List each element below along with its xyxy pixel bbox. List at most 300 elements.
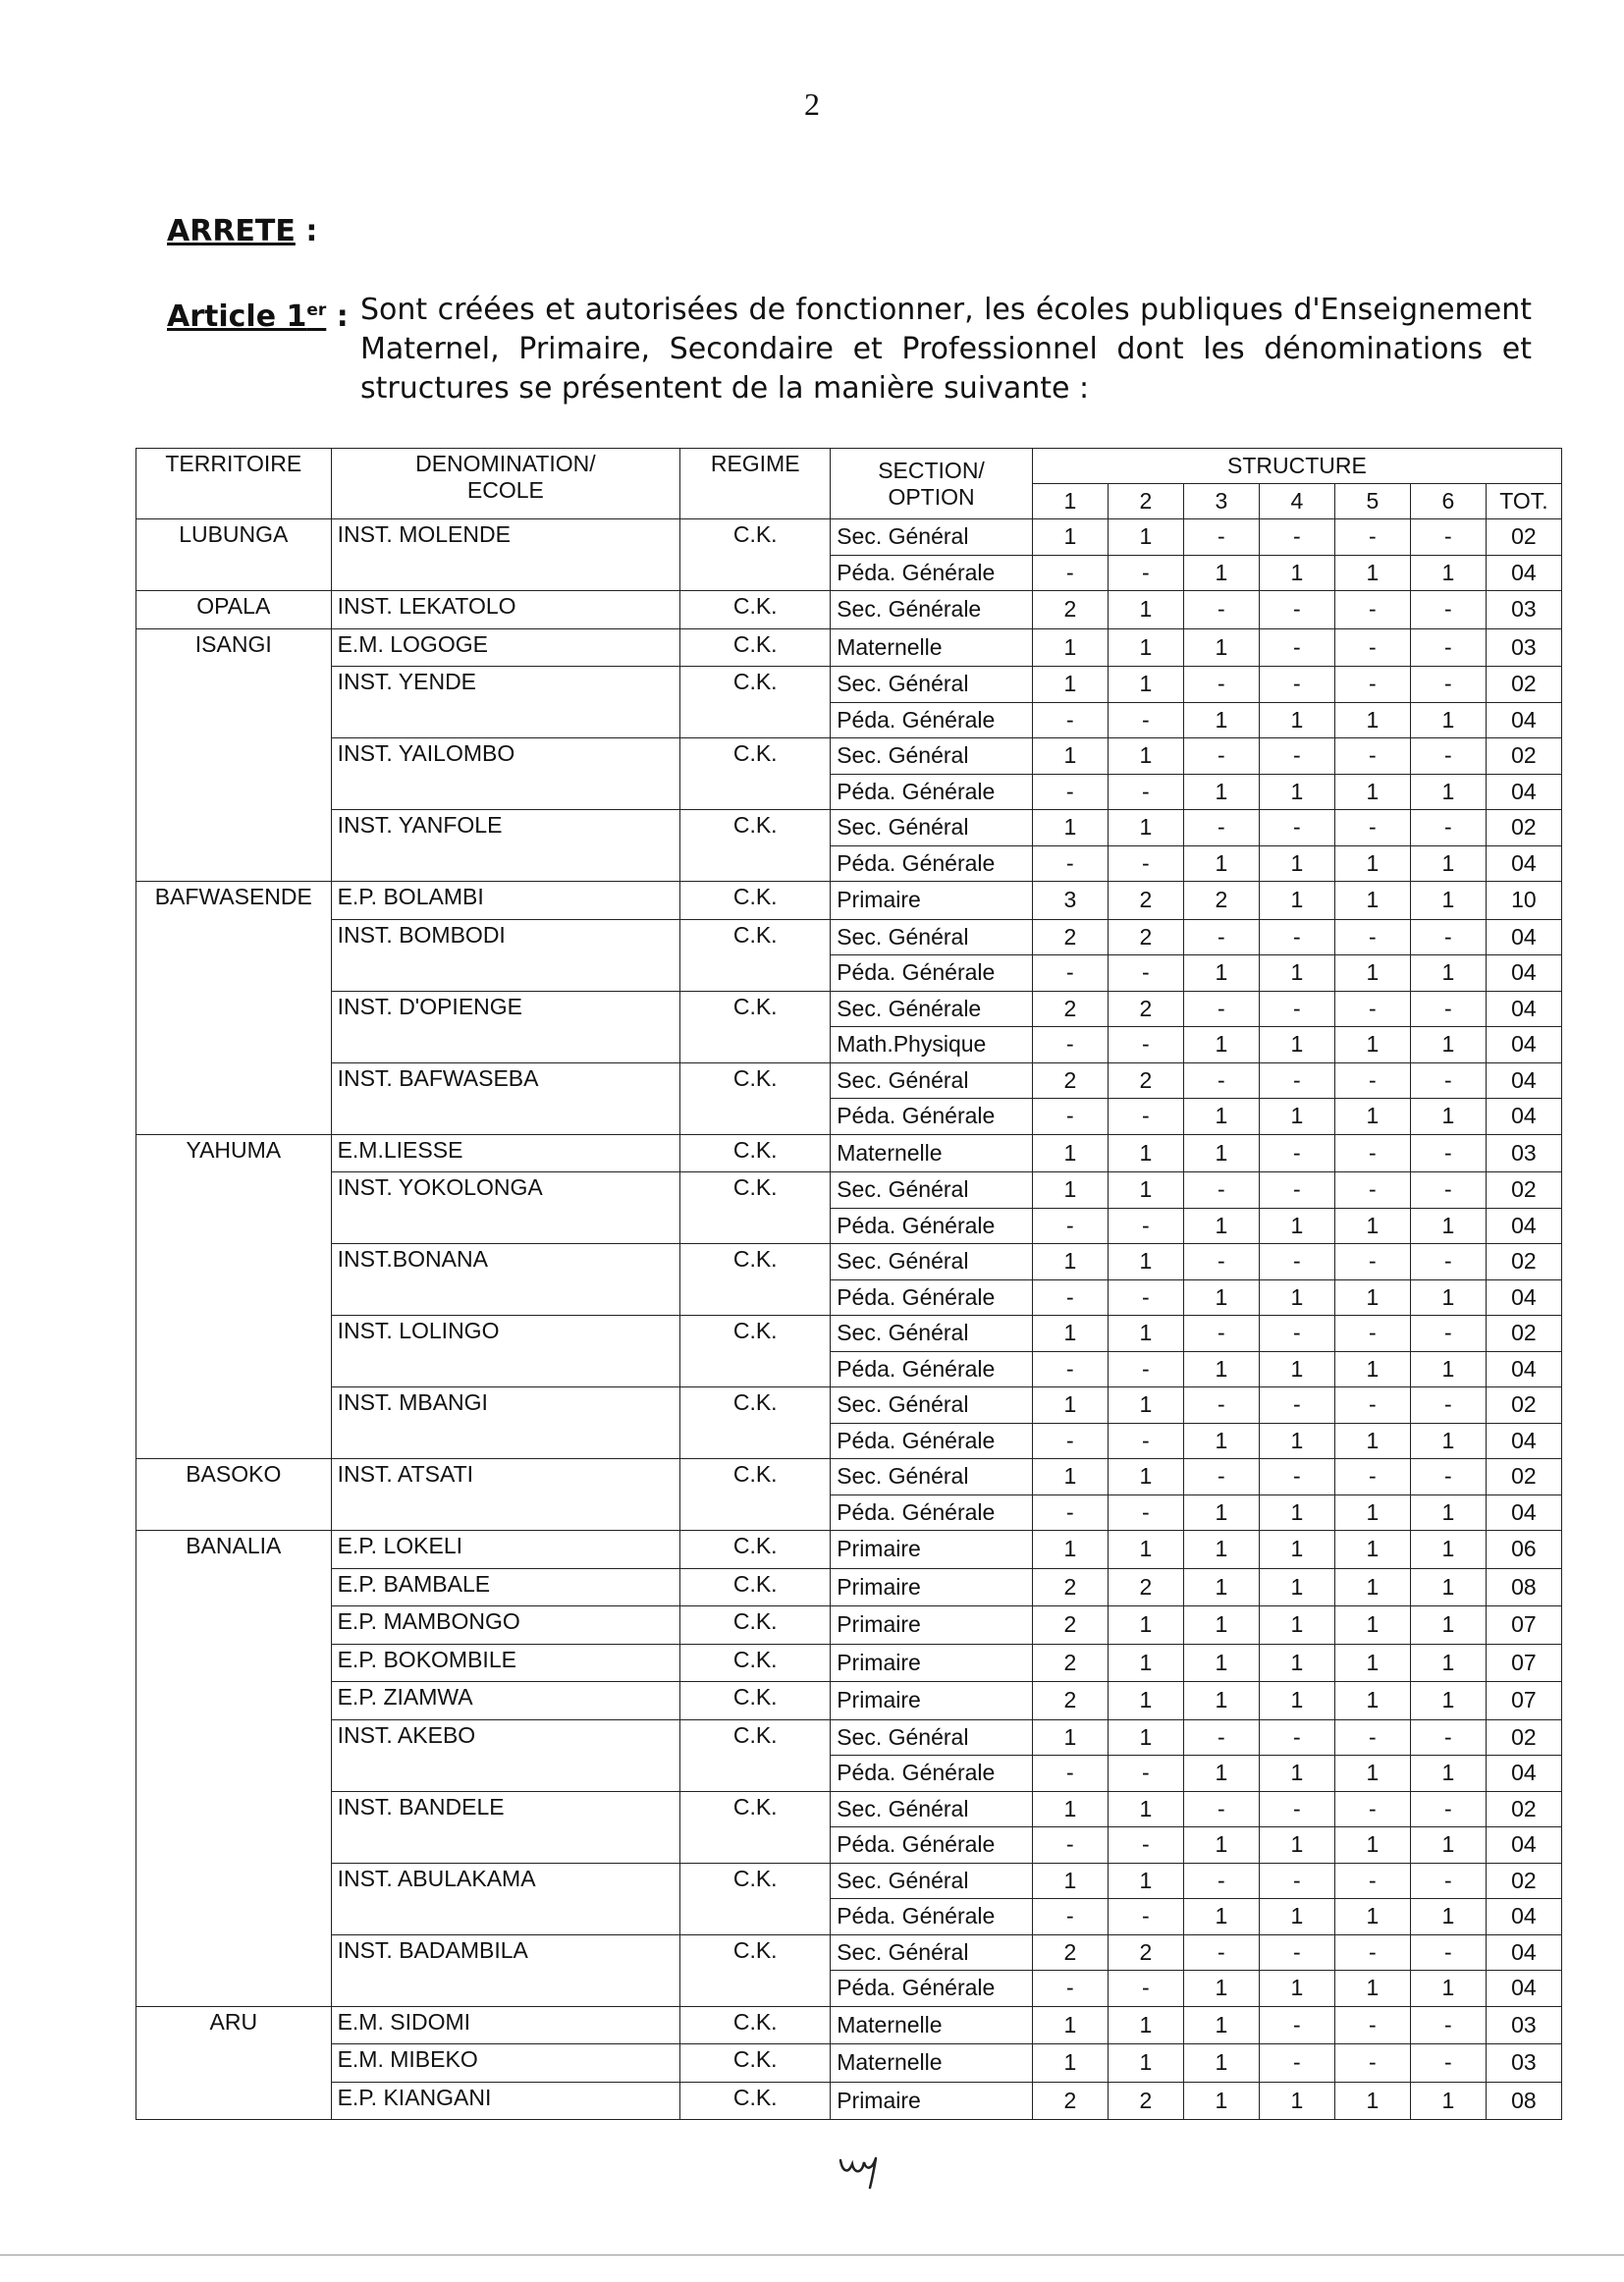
total-cell: 02 xyxy=(1486,1863,1561,1899)
section-option-cell: Sec. Général xyxy=(831,1791,1033,1827)
year-4-cell: - xyxy=(1259,1134,1334,1172)
section-option-cell: Péda. Générale xyxy=(831,1423,1033,1459)
regime-cell: C.K. xyxy=(680,2006,831,2044)
year-5-cell: - xyxy=(1334,1134,1410,1172)
table-row xyxy=(136,1316,1562,1352)
year-5-cell: - xyxy=(1334,667,1410,703)
table-row xyxy=(136,1791,1562,1827)
year-6-cell: 1 xyxy=(1410,702,1486,738)
year-3-cell: 1 xyxy=(1183,1644,1259,1682)
regime-cell: C.K. xyxy=(680,667,831,738)
table-row xyxy=(136,1062,1562,1099)
section-option-cell: Sec. Général xyxy=(831,919,1033,955)
header-denomination: DENOMINATION/ ECOLE xyxy=(331,449,680,519)
section-option-cell: Primaire xyxy=(831,882,1033,920)
section-option-cell: Maternelle xyxy=(831,2044,1033,2083)
year-4-cell: - xyxy=(1259,591,1334,629)
regime-cell: C.K. xyxy=(680,738,831,810)
year-1-cell: 2 xyxy=(1032,991,1108,1027)
header-year-3: 3 xyxy=(1183,484,1259,519)
regime-cell: C.K. xyxy=(680,1791,831,1863)
total-cell: 03 xyxy=(1486,591,1561,629)
year-6-cell: - xyxy=(1410,1244,1486,1280)
year-4-cell: - xyxy=(1259,667,1334,703)
year-2-cell: - xyxy=(1108,555,1183,591)
year-2-cell: - xyxy=(1108,1351,1183,1387)
year-4-cell: - xyxy=(1259,991,1334,1027)
total-cell: 02 xyxy=(1486,1719,1561,1756)
section-option-cell: Primaire xyxy=(831,2082,1033,2120)
arrete-heading-text: ARRETE xyxy=(167,214,296,248)
year-1-cell: 3 xyxy=(1032,882,1108,920)
school-name-cell: E.P. BAMBALE xyxy=(331,1568,680,1606)
year-5-cell: - xyxy=(1334,1791,1410,1827)
year-6-cell: 1 xyxy=(1410,1351,1486,1387)
year-2-cell: - xyxy=(1108,1208,1183,1244)
year-5-cell: - xyxy=(1334,591,1410,629)
school-name-cell: E.P. KIANGANI xyxy=(331,2082,680,2120)
year-5-cell: - xyxy=(1334,1244,1410,1280)
year-1-cell: 1 xyxy=(1032,1531,1108,1569)
year-3-cell: 1 xyxy=(1183,1027,1259,1063)
regime-cell: C.K. xyxy=(680,1134,831,1172)
school-name-cell: INST. LEKATOLO xyxy=(331,591,680,629)
section-option-cell: Péda. Générale xyxy=(831,845,1033,882)
section-option-cell: Sec. Général xyxy=(831,1719,1033,1756)
total-cell: 03 xyxy=(1486,628,1561,667)
year-6-cell: 1 xyxy=(1410,1279,1486,1316)
year-4-cell: 1 xyxy=(1259,1351,1334,1387)
school-name-cell: INST. YANFOLE xyxy=(331,810,680,882)
total-cell: 02 xyxy=(1486,1244,1561,1280)
year-5-cell: 1 xyxy=(1334,1423,1410,1459)
year-6-cell: - xyxy=(1410,1387,1486,1424)
year-6-cell: 1 xyxy=(1410,1099,1486,1135)
section-option-cell: Sec. Général xyxy=(831,1316,1033,1352)
regime-cell: C.K. xyxy=(680,1062,831,1134)
year-1-cell: 1 xyxy=(1032,810,1108,846)
year-5-cell: - xyxy=(1334,919,1410,955)
total-cell: 04 xyxy=(1486,919,1561,955)
year-6-cell: - xyxy=(1410,1134,1486,1172)
year-3-cell: - xyxy=(1183,1172,1259,1209)
year-1-cell: 2 xyxy=(1032,2082,1108,2120)
section-option-cell: Maternelle xyxy=(831,1134,1033,1172)
section-option-cell: Primaire xyxy=(831,1568,1033,1606)
section-option-cell: Sec. Général xyxy=(831,1387,1033,1424)
year-1-cell: 1 xyxy=(1032,2044,1108,2083)
year-6-cell: 1 xyxy=(1410,555,1486,591)
year-2-cell: 1 xyxy=(1108,628,1183,667)
table-row xyxy=(136,1719,1562,1756)
year-5-cell: 1 xyxy=(1334,1351,1410,1387)
year-1-cell: - xyxy=(1032,702,1108,738)
header-territoire: TERRITOIRE xyxy=(136,449,332,519)
year-1-cell: 1 xyxy=(1032,1863,1108,1899)
year-6-cell: 1 xyxy=(1410,1494,1486,1531)
regime-cell: C.K. xyxy=(680,2082,831,2120)
year-3-cell: - xyxy=(1183,1244,1259,1280)
year-4-cell: 1 xyxy=(1259,1494,1334,1531)
total-cell: 04 xyxy=(1486,845,1561,882)
year-6-cell: 1 xyxy=(1410,845,1486,882)
year-2-cell: - xyxy=(1108,1423,1183,1459)
regime-cell: C.K. xyxy=(680,1644,831,1682)
header-year-2: 2 xyxy=(1108,484,1183,519)
year-6-cell: 1 xyxy=(1410,1531,1486,1569)
table-row xyxy=(136,810,1562,846)
year-6-cell: 1 xyxy=(1410,1899,1486,1935)
school-name-cell: E.P. BOKOMBILE xyxy=(331,1644,680,1682)
year-2-cell: 1 xyxy=(1108,738,1183,775)
year-3-cell: 1 xyxy=(1183,1682,1259,1720)
year-1-cell: - xyxy=(1032,845,1108,882)
total-cell: 04 xyxy=(1486,1062,1561,1099)
year-5-cell: 1 xyxy=(1334,2082,1410,2120)
year-1-cell: - xyxy=(1032,1899,1108,1935)
year-4-cell: - xyxy=(1259,1244,1334,1280)
year-4-cell: 1 xyxy=(1259,1531,1334,1569)
article-label xyxy=(167,291,349,337)
year-5-cell: 1 xyxy=(1334,845,1410,882)
regime-cell: C.K. xyxy=(680,919,831,991)
school-name-cell: INST. BAFWASEBA xyxy=(331,1062,680,1134)
year-3-cell: - xyxy=(1183,991,1259,1027)
year-3-cell: 1 xyxy=(1183,1606,1259,1645)
year-5-cell: 1 xyxy=(1334,1756,1410,1792)
year-6-cell: - xyxy=(1410,1863,1486,1899)
year-5-cell: 1 xyxy=(1334,882,1410,920)
year-5-cell: 1 xyxy=(1334,702,1410,738)
article-label-main: Article 1 xyxy=(167,299,307,334)
year-6-cell: 1 xyxy=(1410,1827,1486,1864)
regime-cell: C.K. xyxy=(680,1459,831,1531)
regime-cell: C.K. xyxy=(680,628,831,667)
year-1-cell: 1 xyxy=(1032,2006,1108,2044)
section-option-cell: Sec. Général xyxy=(831,519,1033,556)
school-name-cell: INST. BADAMBILA xyxy=(331,1934,680,2006)
regime-cell: C.K. xyxy=(680,1863,831,1934)
year-6-cell: - xyxy=(1410,810,1486,846)
year-3-cell: 1 xyxy=(1183,1899,1259,1935)
year-3-cell: - xyxy=(1183,1934,1259,1971)
total-cell: 02 xyxy=(1486,738,1561,775)
header-year-6: 6 xyxy=(1410,484,1486,519)
section-option-cell: Péda. Générale xyxy=(831,1351,1033,1387)
year-6-cell: - xyxy=(1410,2044,1486,2083)
year-2-cell: 2 xyxy=(1108,919,1183,955)
year-5-cell: 1 xyxy=(1334,955,1410,992)
table-row xyxy=(136,1134,1562,1172)
section-option-cell: Sec. Général xyxy=(831,1863,1033,1899)
year-3-cell: 1 xyxy=(1183,1208,1259,1244)
year-2-cell: 1 xyxy=(1108,1682,1183,1720)
year-3-cell: 1 xyxy=(1183,1971,1259,2007)
year-5-cell: 1 xyxy=(1334,1971,1410,2007)
year-1-cell: - xyxy=(1032,774,1108,810)
year-5-cell: - xyxy=(1334,628,1410,667)
year-3-cell: 1 xyxy=(1183,1531,1259,1569)
school-name-cell: E.M. LOGOGE xyxy=(331,628,680,667)
territoire-cell: ARU xyxy=(136,2006,332,2120)
regime-cell: C.K. xyxy=(680,1244,831,1316)
year-5-cell: - xyxy=(1334,1172,1410,1209)
year-5-cell: 1 xyxy=(1334,1531,1410,1569)
year-6-cell: - xyxy=(1410,1172,1486,1209)
year-1-cell: 2 xyxy=(1032,1606,1108,1645)
year-3-cell: 1 xyxy=(1183,1423,1259,1459)
year-1-cell: - xyxy=(1032,955,1108,992)
regime-cell: C.K. xyxy=(680,1172,831,1244)
year-1-cell: - xyxy=(1032,1279,1108,1316)
year-1-cell: 1 xyxy=(1032,1316,1108,1352)
year-1-cell: 2 xyxy=(1032,1062,1108,1099)
year-4-cell: 1 xyxy=(1259,2082,1334,2120)
year-4-cell: - xyxy=(1259,1934,1334,1971)
year-2-cell: 1 xyxy=(1108,1134,1183,1172)
year-5-cell: 1 xyxy=(1334,1494,1410,1531)
total-cell: 10 xyxy=(1486,882,1561,920)
year-5-cell: - xyxy=(1334,1459,1410,1495)
year-2-cell: - xyxy=(1108,1099,1183,1135)
total-cell: 02 xyxy=(1486,810,1561,846)
year-2-cell: 1 xyxy=(1108,591,1183,629)
school-name-cell: INST. D'OPIENGE xyxy=(331,991,680,1062)
table-row xyxy=(136,1606,1562,1645)
section-option-cell: Sec. Général xyxy=(831,1062,1033,1099)
year-3-cell: - xyxy=(1183,919,1259,955)
year-6-cell: - xyxy=(1410,738,1486,775)
section-option-cell: Primaire xyxy=(831,1606,1033,1645)
year-4-cell: 1 xyxy=(1259,1644,1334,1682)
regime-cell: C.K. xyxy=(680,1719,831,1791)
year-6-cell: - xyxy=(1410,2006,1486,2044)
regime-cell: C.K. xyxy=(680,1606,831,1645)
year-4-cell: 1 xyxy=(1259,1208,1334,1244)
table-row xyxy=(136,2006,1562,2044)
year-1-cell: - xyxy=(1032,1027,1108,1063)
year-3-cell: - xyxy=(1183,1459,1259,1495)
header-year-5: 5 xyxy=(1334,484,1410,519)
year-3-cell: 1 xyxy=(1183,555,1259,591)
year-4-cell: 1 xyxy=(1259,774,1334,810)
total-cell: 02 xyxy=(1486,519,1561,556)
table-row xyxy=(136,667,1562,703)
year-4-cell: - xyxy=(1259,919,1334,955)
year-1-cell: - xyxy=(1032,1208,1108,1244)
year-5-cell: 1 xyxy=(1334,555,1410,591)
year-5-cell: - xyxy=(1334,1719,1410,1756)
school-name-cell: INST.BONANA xyxy=(331,1244,680,1316)
year-2-cell: 2 xyxy=(1108,991,1183,1027)
total-cell: 04 xyxy=(1486,1027,1561,1063)
year-3-cell: - xyxy=(1183,667,1259,703)
table-row xyxy=(136,1387,1562,1424)
section-option-cell: Sec. Général xyxy=(831,1244,1033,1280)
total-cell: 02 xyxy=(1486,1791,1561,1827)
section-option-cell: Sec. Général xyxy=(831,738,1033,775)
year-3-cell: - xyxy=(1183,1863,1259,1899)
year-2-cell: 1 xyxy=(1108,1172,1183,1209)
year-2-cell: - xyxy=(1108,1756,1183,1792)
year-3-cell: 1 xyxy=(1183,2044,1259,2083)
year-1-cell: 1 xyxy=(1032,1172,1108,1209)
table-row xyxy=(136,591,1562,629)
year-1-cell: - xyxy=(1032,1971,1108,2007)
year-1-cell: - xyxy=(1032,555,1108,591)
article-label-sup: er xyxy=(306,300,327,320)
section-option-cell: Péda. Générale xyxy=(831,1756,1033,1792)
header-regime: REGIME xyxy=(680,449,831,519)
year-4-cell: - xyxy=(1259,1387,1334,1424)
year-2-cell: 1 xyxy=(1108,667,1183,703)
school-name-cell: INST. YAILOMBO xyxy=(331,738,680,810)
year-2-cell: 1 xyxy=(1108,810,1183,846)
section-option-cell: Sec. Général xyxy=(831,810,1033,846)
header-structure: STRUCTURE xyxy=(1032,449,1561,484)
year-4-cell: - xyxy=(1259,628,1334,667)
year-3-cell: 1 xyxy=(1183,845,1259,882)
total-cell: 02 xyxy=(1486,1172,1561,1209)
year-5-cell: 1 xyxy=(1334,1606,1410,1645)
table-row xyxy=(136,991,1562,1027)
year-1-cell: - xyxy=(1032,1099,1108,1135)
territoire-cell: BAFWASENDE xyxy=(136,882,332,1135)
year-4-cell: - xyxy=(1259,519,1334,556)
year-4-cell: 1 xyxy=(1259,1423,1334,1459)
year-2-cell: 2 xyxy=(1108,1568,1183,1606)
year-6-cell: 1 xyxy=(1410,1756,1486,1792)
year-2-cell: 1 xyxy=(1108,519,1183,556)
year-3-cell: 1 xyxy=(1183,2082,1259,2120)
total-cell: 02 xyxy=(1486,1316,1561,1352)
total-cell: 04 xyxy=(1486,1351,1561,1387)
section-option-cell: Sec. Général xyxy=(831,1172,1033,1209)
section-option-cell: Primaire xyxy=(831,1531,1033,1569)
year-5-cell: - xyxy=(1334,519,1410,556)
year-2-cell: 1 xyxy=(1108,1316,1183,1352)
year-3-cell: 2 xyxy=(1183,882,1259,920)
year-5-cell: 1 xyxy=(1334,774,1410,810)
section-option-cell: Sec. Général xyxy=(831,1934,1033,1971)
year-5-cell: - xyxy=(1334,1934,1410,1971)
year-1-cell: 1 xyxy=(1032,738,1108,775)
year-4-cell: 1 xyxy=(1259,845,1334,882)
year-3-cell: 1 xyxy=(1183,1494,1259,1531)
school-name-cell: E.P. ZIAMWA xyxy=(331,1682,680,1720)
year-6-cell: 1 xyxy=(1410,774,1486,810)
school-name-cell: E.M. MIBEKO xyxy=(331,2044,680,2083)
year-4-cell: - xyxy=(1259,2044,1334,2083)
year-2-cell: - xyxy=(1108,955,1183,992)
section-option-cell: Péda. Générale xyxy=(831,702,1033,738)
year-1-cell: 2 xyxy=(1032,1644,1108,1682)
year-2-cell: - xyxy=(1108,845,1183,882)
year-3-cell: 1 xyxy=(1183,955,1259,992)
table-row xyxy=(136,1934,1562,1971)
year-5-cell: - xyxy=(1334,2006,1410,2044)
year-5-cell: - xyxy=(1334,991,1410,1027)
total-cell: 06 xyxy=(1486,1531,1561,1569)
year-3-cell: 1 xyxy=(1183,1134,1259,1172)
year-5-cell: 1 xyxy=(1334,1899,1410,1935)
year-3-cell: 1 xyxy=(1183,1568,1259,1606)
year-4-cell: - xyxy=(1259,738,1334,775)
section-option-cell: Maternelle xyxy=(831,2006,1033,2044)
year-5-cell: - xyxy=(1334,810,1410,846)
regime-cell: C.K. xyxy=(680,882,831,920)
section-option-cell: Maternelle xyxy=(831,628,1033,667)
year-2-cell: 1 xyxy=(1108,1719,1183,1756)
territoire-cell: BASOKO xyxy=(136,1459,332,1531)
year-1-cell: 1 xyxy=(1032,1791,1108,1827)
year-5-cell: - xyxy=(1334,1863,1410,1899)
year-3-cell: 1 xyxy=(1183,1351,1259,1387)
table-row xyxy=(136,738,1562,775)
school-name-cell: E.M.LIESSE xyxy=(331,1134,680,1172)
year-3-cell: - xyxy=(1183,1791,1259,1827)
total-cell: 08 xyxy=(1486,2082,1561,2120)
year-2-cell: - xyxy=(1108,1027,1183,1063)
year-6-cell: - xyxy=(1410,1719,1486,1756)
total-cell: 04 xyxy=(1486,1494,1561,1531)
total-cell: 04 xyxy=(1486,1756,1561,1792)
table-row xyxy=(136,2082,1562,2120)
year-5-cell: 1 xyxy=(1334,1027,1410,1063)
year-1-cell: 2 xyxy=(1032,1568,1108,1606)
section-option-cell: Péda. Générale xyxy=(831,1208,1033,1244)
year-6-cell: - xyxy=(1410,519,1486,556)
year-6-cell: 1 xyxy=(1410,1606,1486,1645)
year-5-cell: 1 xyxy=(1334,1279,1410,1316)
year-6-cell: - xyxy=(1410,991,1486,1027)
school-name-cell: E.P. MAMBONGO xyxy=(331,1606,680,1645)
total-cell: 04 xyxy=(1486,774,1561,810)
total-cell: 07 xyxy=(1486,1606,1561,1645)
section-option-cell: Péda. Générale xyxy=(831,1971,1033,2007)
total-cell: 04 xyxy=(1486,1099,1561,1135)
year-2-cell: 1 xyxy=(1108,1531,1183,1569)
year-3-cell: 1 xyxy=(1183,2006,1259,2044)
regime-cell: C.K. xyxy=(680,591,831,629)
year-5-cell: 1 xyxy=(1334,1208,1410,1244)
year-2-cell: 1 xyxy=(1108,1387,1183,1424)
article-label-text xyxy=(167,299,326,334)
total-cell: 07 xyxy=(1486,1682,1561,1720)
year-3-cell: - xyxy=(1183,591,1259,629)
year-2-cell: - xyxy=(1108,1279,1183,1316)
regime-cell: C.K. xyxy=(680,991,831,1062)
school-name-cell: E.M. SIDOMI xyxy=(331,2006,680,2044)
total-cell: 04 xyxy=(1486,555,1561,591)
territoire-cell: BANALIA xyxy=(136,1531,332,2007)
year-2-cell: 1 xyxy=(1108,1606,1183,1645)
total-cell: 03 xyxy=(1486,2006,1561,2044)
year-2-cell: 1 xyxy=(1108,1791,1183,1827)
territoire-cell: LUBUNGA xyxy=(136,519,332,591)
year-3-cell: - xyxy=(1183,519,1259,556)
year-4-cell: 1 xyxy=(1259,1899,1334,1935)
year-1-cell: 1 xyxy=(1032,1244,1108,1280)
header-total: TOT. xyxy=(1486,484,1561,519)
year-2-cell: - xyxy=(1108,1827,1183,1864)
schools-table xyxy=(135,448,1562,2120)
year-3-cell: 1 xyxy=(1183,702,1259,738)
section-option-cell: Péda. Générale xyxy=(831,1279,1033,1316)
year-4-cell: 1 xyxy=(1259,1827,1334,1864)
year-6-cell: 1 xyxy=(1410,1423,1486,1459)
year-1-cell: 2 xyxy=(1032,591,1108,629)
